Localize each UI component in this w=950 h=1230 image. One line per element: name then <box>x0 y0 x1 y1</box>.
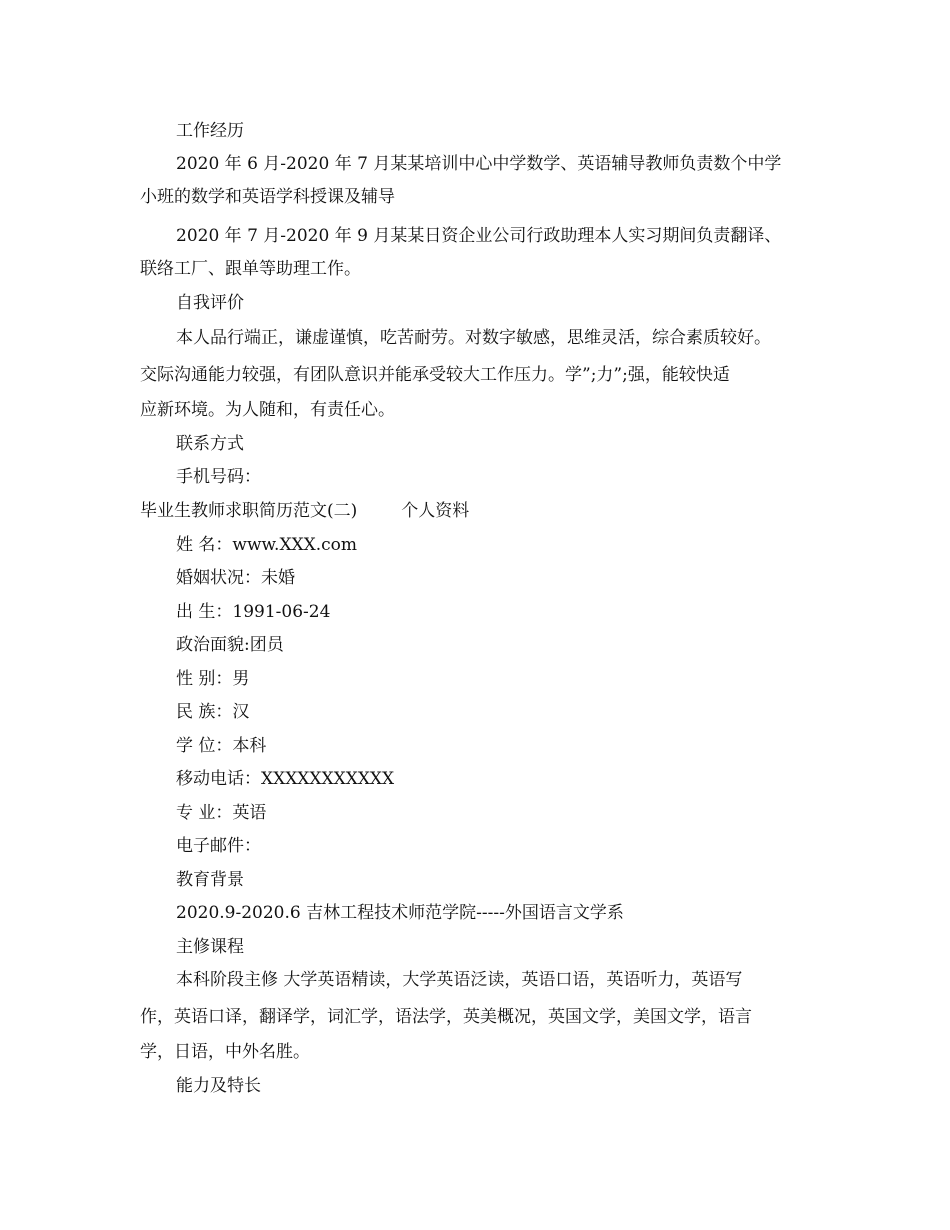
marital-status-field: 婚姻状况：未婚 <box>176 568 295 588</box>
work-experience-heading: 工作经历 <box>176 121 244 141</box>
birth-field: 出 生：1991-06-24 <box>176 602 331 622</box>
education-entry: 2020.9-2020.6 吉林工程技术师范学院-----外国语言文学系 <box>176 903 624 923</box>
self-evaluation-line-1: 本人品行端正，谦虚谨慎，吃苦耐劳。对数字敏感，思维灵活，综合素质较好。 <box>176 328 771 348</box>
education-heading: 教育背景 <box>176 870 244 890</box>
ethnicity-field: 民 族：汉 <box>176 702 250 722</box>
courses-line-3: 学，日语，中外名胜。 <box>140 1042 310 1062</box>
name-field: 姓 名：www.XXX.com <box>176 535 358 555</box>
major-field: 专 业：英语 <box>176 803 267 823</box>
political-status-field: 政治面貌:团员 <box>176 635 284 655</box>
job-1-line-1: 2020 年 6 月-2020 年 7 月某某培训中心中学数学、英语辅导教师负责数个中学 <box>176 154 782 174</box>
resume-2-title-row <box>140 501 469 521</box>
gender-field: 性 别：男 <box>176 669 250 689</box>
phone-label: 手机号码： <box>176 467 261 487</box>
courses-line-2: 作，英语口译，翻译学，词汇学，语法学，英美概况，英国文学，美国文学，语言 <box>140 1007 752 1027</box>
skills-heading: 能力及特长 <box>176 1076 261 1096</box>
contact-heading: 联系方式 <box>176 434 244 454</box>
courses-line-1: 本科阶段主修 大学英语精读，大学英语泛读，英语口语，英语听力，英语写 <box>176 970 743 990</box>
courses-heading: 主修课程 <box>176 937 244 957</box>
job-2-line-2: 联络工厂、跟单等助理工作。 <box>140 259 361 279</box>
email-field: 电子邮件： <box>176 836 261 856</box>
self-evaluation-heading: 自我评价 <box>176 293 244 313</box>
job-2-line-1: 2020 年 7 月-2020 年 9 月某某日资企业公司行政助理本人实习期间负责翻译、 <box>176 226 782 246</box>
self-evaluation-line-3: 应新环境。为人随和，有责任心。 <box>140 400 395 420</box>
self-evaluation-line-2: 交际沟通能力较强，有团队意识并能承受较大工作压力。学”;力”;强，能较快适 <box>140 365 730 385</box>
degree-field: 学 位：本科 <box>176 736 267 756</box>
mobile-field: 移动电话：XXXXXXXXXXX <box>176 769 395 789</box>
personal-info-heading: 个人资料 <box>401 501 470 521</box>
resume-2-title: 毕业生教师求职简历范文(二) <box>140 501 358 521</box>
job-1-line-2: 小班的数学和英语学科授课及辅导 <box>140 187 395 207</box>
